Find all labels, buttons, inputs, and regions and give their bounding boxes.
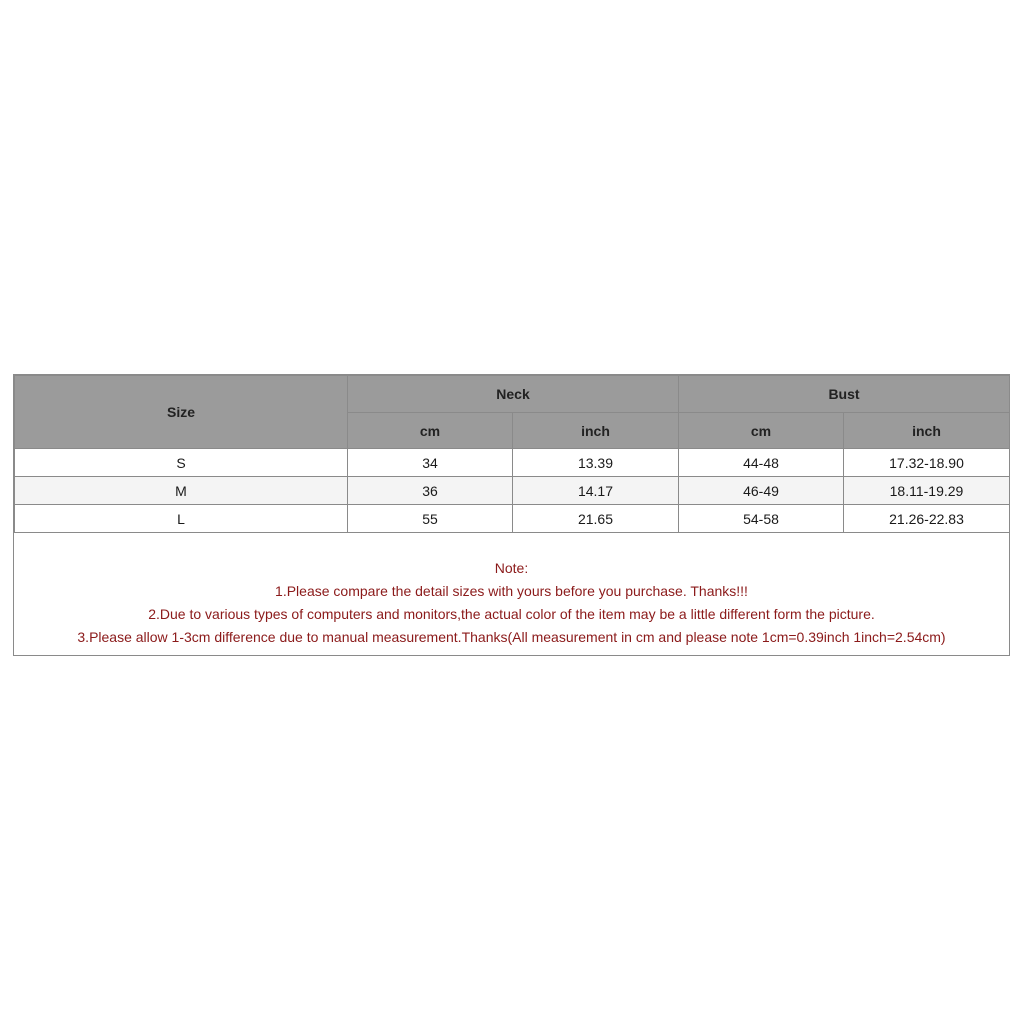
table-row bbox=[15, 477, 1010, 505]
neck-cm-header: cm bbox=[348, 413, 513, 449]
neck-cm-cell: 36 bbox=[348, 477, 513, 505]
bust-inch-header: inch bbox=[844, 413, 1010, 449]
bust-cm-cell: 44-48 bbox=[679, 449, 844, 477]
bust-cm-cell: 46-49 bbox=[679, 477, 844, 505]
bust-cm-header: cm bbox=[679, 413, 844, 449]
bust-inch-cell: 21.26-22.83 bbox=[844, 505, 1010, 533]
neck-inch-cell: 21.65 bbox=[513, 505, 679, 533]
size-table bbox=[14, 375, 1010, 533]
bust-inch-cell: 17.32-18.90 bbox=[844, 449, 1010, 477]
header-row-groups bbox=[15, 376, 1010, 413]
neck-inch-cell: 14.17 bbox=[513, 477, 679, 505]
neck-group-header: Neck bbox=[348, 376, 679, 413]
size-cell: M bbox=[15, 477, 348, 505]
size-cell: L bbox=[15, 505, 348, 533]
table-row bbox=[15, 449, 1010, 477]
note-line: 3.Please allow 1-3cm difference due to manual measurement.Thanks(All measurement in cm and please note 1cm=0.39inch 1inch=2.54cm) bbox=[77, 629, 946, 645]
size-column-header: Size bbox=[15, 376, 348, 449]
bust-inch-cell: 18.11-19.29 bbox=[844, 477, 1010, 505]
note-title: Note: bbox=[494, 560, 529, 576]
table-row bbox=[15, 505, 1010, 533]
note-line: 1.Please compare the detail sizes with yours before you purchase. Thanks!!! bbox=[275, 583, 748, 599]
notes-section bbox=[14, 532, 1009, 655]
size-cell: S bbox=[15, 449, 348, 477]
neck-cm-cell: 55 bbox=[348, 505, 513, 533]
neck-cm-cell: 34 bbox=[348, 449, 513, 477]
bust-group-header: Bust bbox=[679, 376, 1010, 413]
note-line: 2.Due to various types of computers and monitors,the actual color of the item may be a little different form the picture. bbox=[148, 606, 875, 622]
neck-inch-header: inch bbox=[513, 413, 679, 449]
neck-inch-cell: 13.39 bbox=[513, 449, 679, 477]
size-chart bbox=[13, 374, 1010, 656]
bust-cm-cell: 54-58 bbox=[679, 505, 844, 533]
